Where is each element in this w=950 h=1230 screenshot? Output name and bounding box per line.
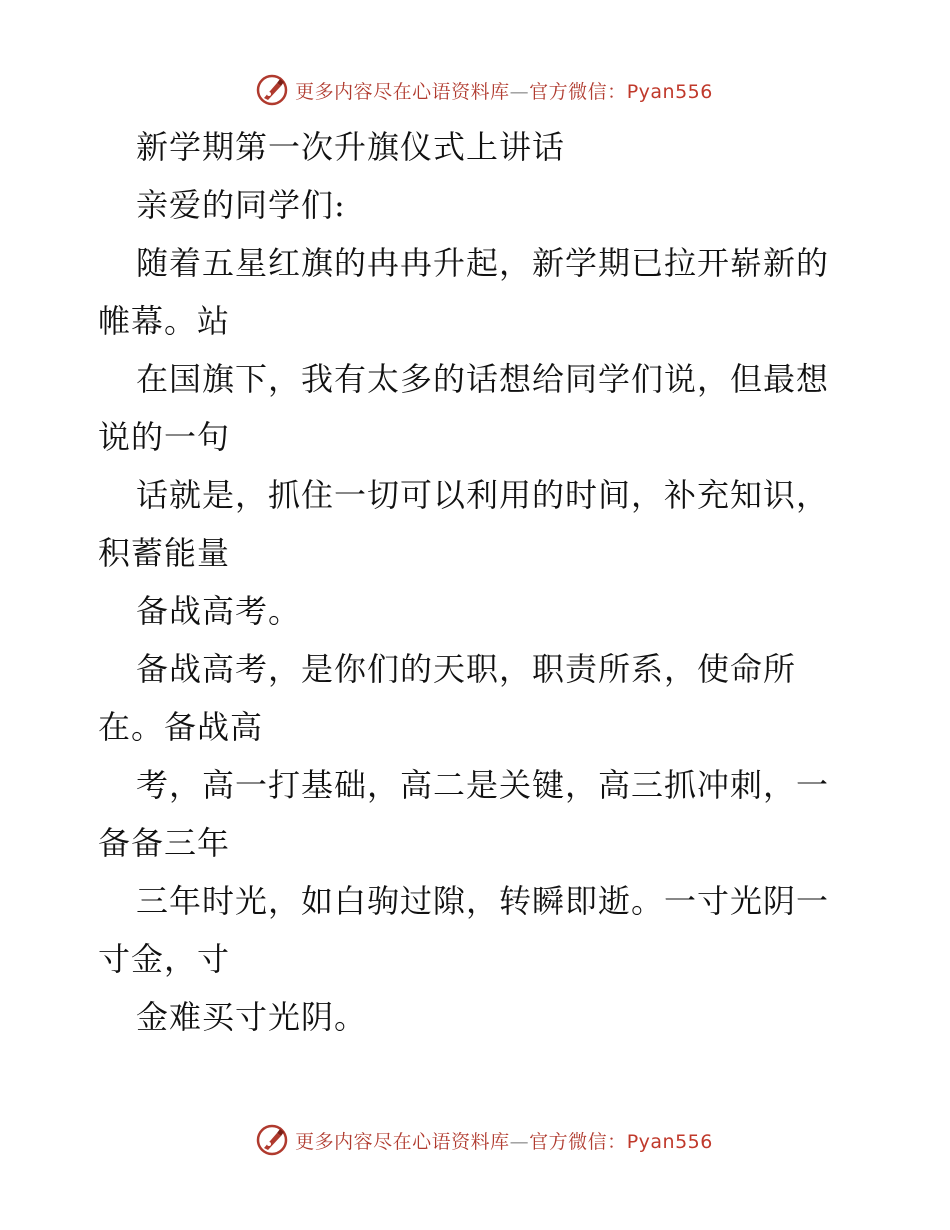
pen-logo-icon [255,73,289,107]
footer-banner-text [295,1127,713,1154]
paragraph-line: 备战高考。 [136,592,302,630]
paragraph-line: 积蓄能量 [98,534,231,572]
header-banner-text [295,77,713,104]
header-banner [0,70,950,110]
banner-site-name: 更多内容尽在心语资料库 [295,80,510,103]
footer-banner [0,1120,950,1160]
banner-wechat-label: 官方微信： [529,1130,627,1153]
paragraph-line: 备备三年 [98,824,231,862]
banner-separator: — [509,1130,530,1153]
paragraph-line: 考，高一打基础，高二是关键，高三抓冲刺，一 [136,766,830,804]
paragraph-line: 在国旗下，我有太多的话想给同学们说，但最想 [136,360,830,398]
paragraph-line: 寸金，寸 [98,940,231,978]
paragraph-line: 随着五星红旗的冉冉升起，新学期已拉开崭新的 [136,244,830,282]
document-title: 新学期第一次升旗仪式上讲话 [136,128,566,166]
paragraph-line: 帷幕。站 [98,302,231,340]
header-banner-content [255,73,713,107]
footer-banner-content [255,1123,713,1157]
banner-wechat-handle: Pyan556 [626,1130,713,1153]
paragraph-line: 话就是，抓住一切可以利用的时间，补充知识， [136,476,830,514]
banner-separator: — [509,80,530,103]
paragraph-line: 金难买寸光阴。 [136,998,368,1036]
banner-wechat-handle: Pyan556 [626,80,713,103]
paragraph-line: 三年时光，如白驹过隙，转瞬即逝。一寸光阴一 [136,882,830,920]
paragraph-line: 在。备战高 [98,708,264,746]
paragraph-line: 备战高考，是你们的天职，职责所系，使命所 [136,650,797,688]
pen-logo-icon [255,1123,289,1157]
banner-site-name: 更多内容尽在心语资料库 [295,1130,510,1153]
paragraph-line: 说的一句 [98,418,231,456]
banner-wechat-label: 官方微信： [529,80,627,103]
salutation: 亲爱的同学们: [136,186,346,224]
document-body [98,118,858,1046]
